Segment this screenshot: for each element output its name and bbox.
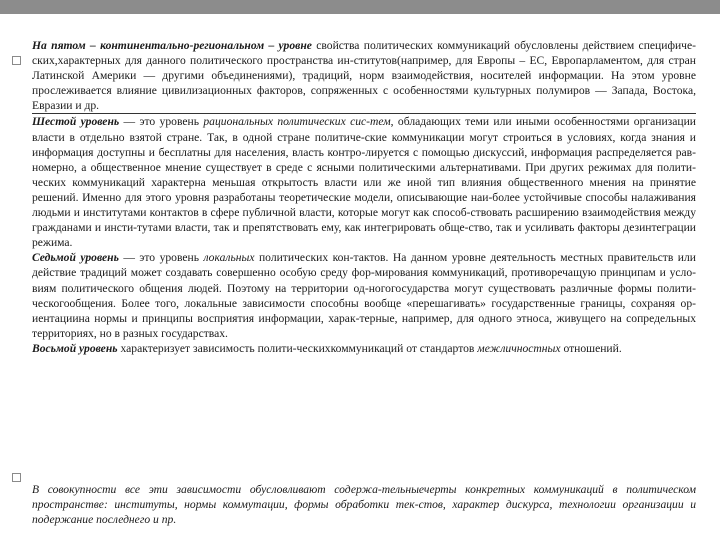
header-bar xyxy=(0,0,720,14)
paragraph-lead: На пятом – континентально-региональном – уровне xyxy=(32,39,312,52)
paragraph-lead: Седьмой уровень xyxy=(32,251,119,265)
body-text xyxy=(32,38,696,356)
paragraph-level-8: Восьмой уровень характеризует зависимость полити-ческихкоммуникаций от стандартов межличностных отношений. xyxy=(32,341,622,355)
paragraph-level-7: Седьмой уровень — это уровень локальных политических кон-тактов. На данном уровне деятельность местных правительств или действие традиций может создавать совершенно особую среду фор-мирования коммуникаций, противоречащую принципам и усло-виям политического общения людей. Поэтому на территории од-ногогосударства могут существовать различные формы полити-ческогообщения. Более того, локальные зависимости способны вообще «перешагивать» государственные границы, сохраняя ор-иентациина нормы и принципы восприятия информации, харак-терные, например, для одного этноса, живущего на сопредельных территориях, но в разных государствах. xyxy=(32,251,697,340)
paragraph-level-5: На пятом – континентально-региональном – уровне свойства политических коммуникаций обусловлены действием специфиче-ских,характерных для данного политического пространства ин-ститутов(например, для Европы – ЕС, Европарламентом, для стран Латинской Америки — другими объединениями), традиций, норм взаимодействия, носителей информации. На этом уровне прослеживается влияние цивилизационных факторов, сопряженных с особенностями культурных полумиров — Запада, Востока, Евразии и др. xyxy=(32,39,697,113)
paragraph-level-6: Шестой уровень — это уровень рациональных политических сис-тем, обладающих теми или иными особенностями организации власти в отдельно взятой стране. Так, в одной стране политиче-ские коммуникации могут строиться в условиях, когда знания и информация доступны и бесплатны для населения, власть контро-лируется с помощью дискуссий, информация распределяется рав-номерно, а общественное мнение существует в среде с ясными политическими альтернативами. При других режимах для полити-ческих коммуникаций характерна меньшая открытость власти или же иной тип влияния общественного мнения на принятие решений. Именно для этого уровня разработаны теоретические модели, описывающие наи-более устойчивые способы налаживания людьми и институтами контактов в сфере публичной власти, которые могут как способ-ствовать расширению взаимодействия между гражданами и инсти-тутами власти, так и препятствовать ему, как интегрировать обще-ство, так и усиливать факторы дезинтеграции режима. xyxy=(32,115,697,250)
paragraph-lead: Шестой уровень xyxy=(32,115,120,129)
bullet-square-1 xyxy=(12,56,21,65)
paragraph-lead: Восьмой уровень xyxy=(32,341,118,355)
bullet-square-2 xyxy=(12,473,21,482)
summary-text: В совокупности все эти зависимости обусловливают содержа-тельныечерты конкретных коммуникаций в политическом пространстве: институты, нормы коммутации, формы обработки тек-стов, характер дискурса, технологии организации и подержание последнего и пр. xyxy=(32,482,696,526)
